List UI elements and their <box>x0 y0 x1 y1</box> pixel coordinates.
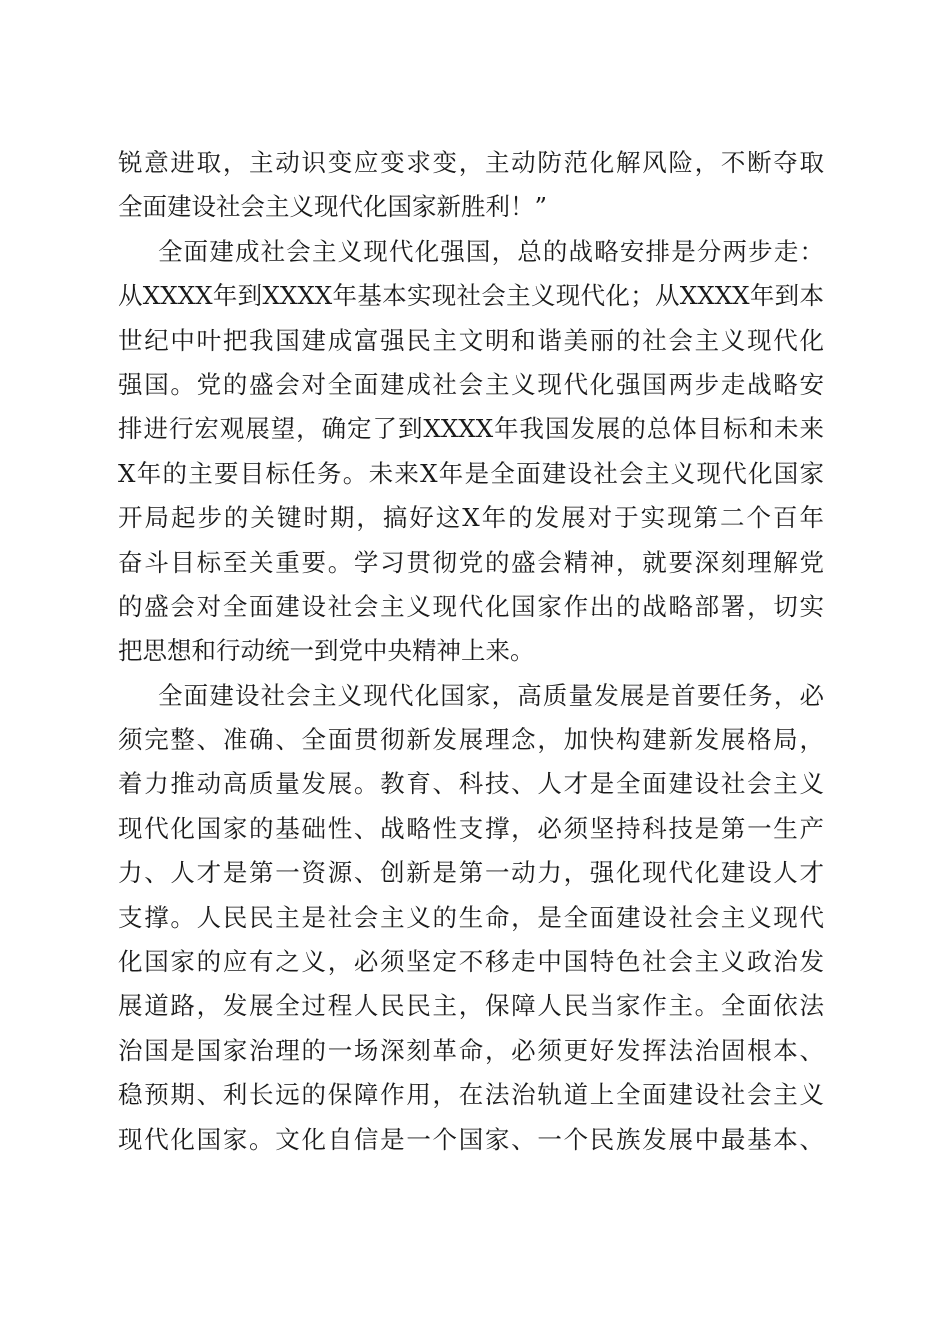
text-line: 世纪中叶把我国建成富强民主文明和谐美丽的社会主义现代化 <box>118 325 824 355</box>
text-line: 从XXXX年到XXXX年基本实现社会主义现代化；从XXXX年到本 <box>118 281 824 311</box>
text-line: 力、人才是第一资源、创新是第一动力，强化现代化建设人才 <box>118 858 824 888</box>
text-line: 着力推动高质量发展。教育、科技、人才是全面建设社会主义 <box>118 769 824 799</box>
text-line: 开局起步的关键时期，搞好这X年的发展对于实现第二个百年 <box>118 503 824 533</box>
text-line: 排进行宏观展望，确定了到XXXX年我国发展的总体目标和未来 <box>118 414 824 444</box>
text-line: 奋斗目标至关重要。学习贯彻党的盛会精神，就要深刻理解党 <box>118 547 824 577</box>
paragraph-2 <box>118 230 824 674</box>
text-line: 全面建成社会主义现代化强国，总的战略安排是分两步走： <box>158 236 824 266</box>
text-line: 现代化国家。文化自信是一个国家、一个民族发展中最基本、 <box>118 1124 824 1154</box>
text-line: 化国家的应有之义，必须坚定不移走中国特色社会主义政治发 <box>118 947 824 977</box>
text-line: 展道路，发展全过程人民民主，保障人民当家作主。全面依法 <box>118 991 824 1021</box>
text-line: 强国。党的盛会对全面建成社会主义现代化强国两步走战略安 <box>118 369 824 399</box>
text-line: 的盛会对全面建设社会主义现代化国家作出的战略部署，切实 <box>118 591 824 621</box>
text-line: 支撑。人民民主是社会主义的生命，是全面建设社会主义现代 <box>118 902 824 932</box>
text-line: 把思想和行动统一到党中央精神上来。 <box>118 636 535 666</box>
text-line: 治国是国家治理的一场深刻革命，必须更好发挥法治固根本、 <box>118 1035 824 1065</box>
text-line: 须完整、准确、全面贯彻新发展理念，加快构建新发展格局， <box>118 725 824 755</box>
text-line: 全面建设社会主义现代化国家新胜利！” <box>118 192 548 222</box>
text-line: 现代化国家的基础性、战略性支撑，必须坚持科技是第一生产 <box>118 813 824 843</box>
paragraph-3 <box>118 674 824 1162</box>
text-line: 全面建设社会主义现代化国家，高质量发展是首要任务，必 <box>158 680 824 710</box>
text-line: X年的主要目标任务。未来X年是全面建设社会主义现代化国家 <box>118 458 824 488</box>
paragraph-1 <box>118 141 824 230</box>
text-line: 锐意进取，主动识变应变求变，主动防范化解风险，不断夺取 <box>118 148 824 177</box>
text-line: 稳预期、利长远的保障作用，在法治轨道上全面建设社会主义 <box>118 1080 824 1110</box>
body-text <box>118 141 824 1162</box>
